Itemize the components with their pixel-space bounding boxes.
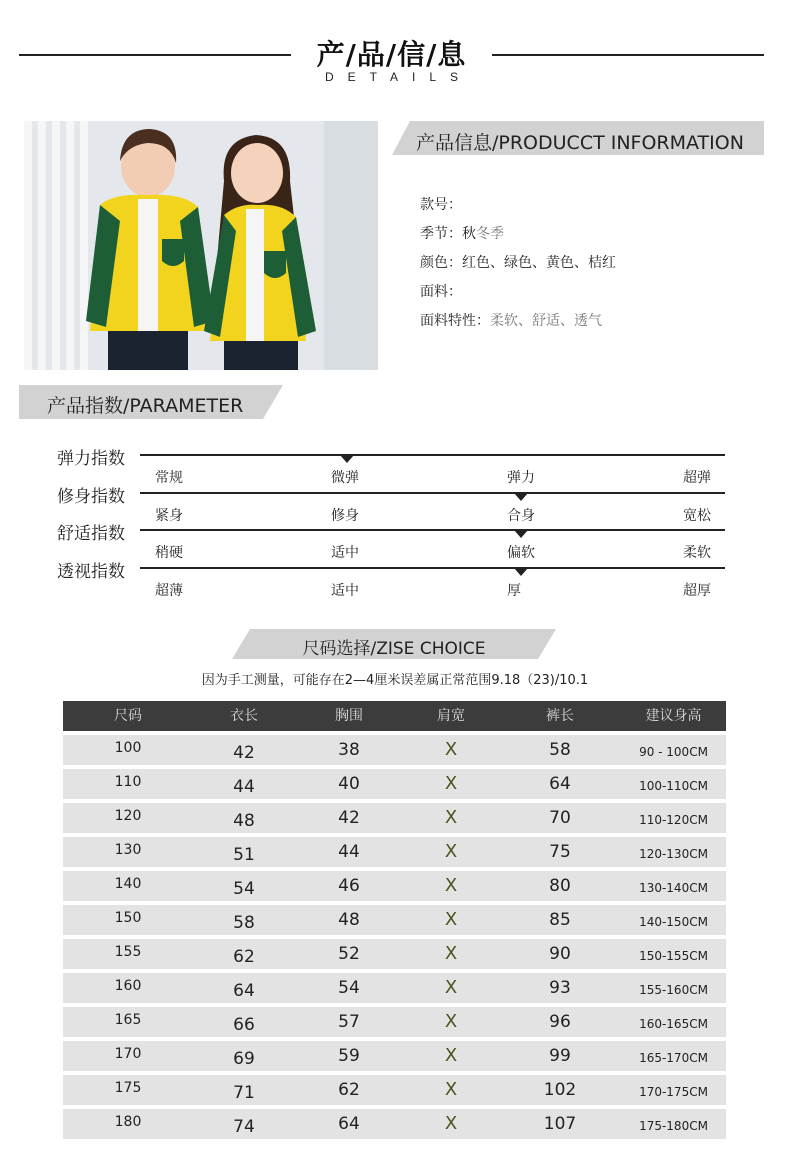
cell-shoulder: X [444, 739, 458, 760]
parameter-option: 弹力 [507, 470, 535, 486]
header-chest: 胸围 [335, 708, 363, 724]
cell-length: 64 [233, 981, 255, 1001]
info-list [420, 194, 616, 339]
parameter-option: 超弹 [683, 470, 711, 486]
page-title: 产/品/信/息 [316, 38, 467, 71]
size-banner-title: 尺码选择/ZISE CHOICE [302, 639, 486, 659]
cell-length: 58 [233, 913, 255, 933]
parameter-label: 弹力指数 [57, 449, 125, 469]
parameter-label: 修身指数 [57, 487, 125, 507]
cell-length: 71 [233, 1083, 255, 1103]
cell-chest: 64 [338, 1114, 360, 1134]
cell-height: 160-165CM [639, 1017, 708, 1031]
header-length: 衣长 [230, 708, 258, 724]
cell-shoulder: X [444, 1045, 458, 1066]
info-item-fabric-feature: 面料特性：柔软、舒适、透气 [420, 313, 602, 329]
table-row [63, 1007, 726, 1037]
size-table [63, 701, 726, 1139]
cell-size: 160 [114, 978, 142, 994]
page-subtitle: DETAILS [324, 70, 473, 84]
cell-shoulder: X [444, 1079, 458, 1100]
cell-chest: 54 [338, 978, 360, 998]
parameter-indicator [514, 568, 528, 576]
cell-pants-length: 75 [549, 842, 571, 862]
parameter-option: 微弹 [331, 470, 359, 486]
cell-pants-length: 107 [543, 1114, 577, 1134]
parameter-option: 常规 [155, 470, 183, 486]
parameter-option: 合身 [507, 508, 535, 524]
parameter-banner [19, 385, 283, 419]
parameter-scale-line [140, 567, 725, 569]
parameter-option: 超薄 [155, 583, 183, 599]
cell-chest: 42 [338, 808, 360, 828]
cell-pants-length: 64 [549, 774, 571, 794]
parameter-indicator [514, 530, 528, 538]
parameter-scale-line [140, 529, 725, 531]
parameter-option: 超厚 [683, 583, 711, 599]
table-row [63, 1109, 726, 1139]
cell-size: 180 [114, 1114, 142, 1130]
cell-height: 100-110CM [639, 779, 708, 793]
cell-length: 62 [233, 947, 255, 967]
cell-size: 100 [114, 740, 142, 756]
cell-length: 44 [233, 777, 255, 797]
cell-shoulder: X [444, 773, 458, 794]
table-row [63, 973, 726, 1003]
table-row [63, 871, 726, 901]
header-shoulder: 肩宽 [437, 708, 465, 724]
cell-shoulder: X [444, 1011, 458, 1032]
cell-size: 175 [114, 1080, 142, 1096]
cell-size: 150 [114, 910, 142, 926]
info-item-season: 季节：秋冬季 [420, 226, 504, 242]
cell-length: 54 [233, 879, 255, 899]
parameter-option: 适中 [331, 545, 359, 561]
cell-length: 69 [233, 1049, 255, 1069]
cell-height: 120-130CM [639, 847, 708, 861]
cell-size: 120 [114, 808, 142, 824]
info-banner-title: 产品信息/PRODUCCT INFORMATION [416, 132, 744, 154]
header-rule-right [492, 54, 764, 56]
cell-length: 66 [233, 1015, 255, 1035]
cell-size: 155 [114, 944, 142, 960]
cell-chest: 62 [338, 1080, 360, 1100]
cell-pants-length: 96 [549, 1012, 571, 1032]
cell-chest: 46 [338, 876, 360, 896]
cell-chest: 44 [338, 842, 360, 862]
table-row [63, 837, 726, 867]
table-row [63, 939, 726, 969]
cell-height: 140-150CM [639, 915, 708, 929]
parameter-option: 柔软 [683, 545, 711, 561]
parameter-banner-title: 产品指数/PARAMETER [47, 395, 244, 417]
cell-length: 48 [233, 811, 255, 831]
parameter-label: 透视指数 [57, 562, 125, 582]
cell-size: 110 [114, 774, 142, 790]
cell-size: 130 [114, 842, 142, 858]
header-rule-left [19, 54, 291, 56]
size-table-body [63, 735, 726, 1139]
cell-chest: 40 [338, 774, 360, 794]
cell-size: 165 [114, 1012, 142, 1028]
header-size: 尺码 [114, 708, 142, 724]
cell-length: 74 [233, 1117, 255, 1137]
cell-size: 170 [114, 1046, 142, 1062]
table-row [63, 735, 726, 765]
parameter-option: 宽松 [683, 508, 711, 524]
parameter-indicator [340, 455, 354, 463]
cell-shoulder: X [444, 841, 458, 862]
cell-chest: 52 [338, 944, 360, 964]
cell-height: 130-140CM [639, 881, 708, 895]
cell-chest: 57 [338, 1012, 360, 1032]
cell-height: 155-160CM [639, 983, 708, 997]
cell-pants-length: 93 [549, 978, 571, 998]
parameter-option: 偏软 [507, 545, 535, 561]
parameter-option: 修身 [331, 508, 359, 524]
parameter-scale-line [140, 454, 725, 456]
cell-height: 165-170CM [639, 1051, 708, 1065]
cell-pants-length: 58 [549, 740, 571, 760]
cell-shoulder: X [444, 977, 458, 998]
table-row [63, 1041, 726, 1071]
cell-chest: 59 [338, 1046, 360, 1066]
table-row [63, 769, 726, 799]
cell-chest: 48 [338, 910, 360, 930]
cell-size: 140 [114, 876, 142, 892]
parameter-label: 舒适指数 [57, 524, 125, 544]
info-item-style: 款号： [420, 197, 462, 213]
cell-length: 42 [233, 743, 255, 763]
cell-shoulder: X [444, 875, 458, 896]
size-banner [232, 629, 556, 659]
cell-shoulder: X [444, 943, 458, 964]
cell-height: 170-175CM [639, 1085, 708, 1099]
info-banner [392, 121, 764, 155]
cell-chest: 38 [338, 740, 360, 760]
header-height: 建议身高 [645, 708, 702, 724]
size-note: 因为手工测量，可能存在2—4厘米误差属正常范围9.18（23)/10.1 [201, 673, 589, 688]
header-pants-length: 裤长 [546, 708, 574, 724]
info-item-fabric: 面料： [420, 284, 462, 300]
cell-height: 110-120CM [639, 813, 708, 827]
table-row [63, 803, 726, 833]
cell-pants-length: 80 [549, 876, 571, 896]
cell-pants-length: 85 [549, 910, 571, 930]
table-row [63, 905, 726, 935]
cell-shoulder: X [444, 807, 458, 828]
parameter-option: 适中 [331, 583, 359, 599]
cell-pants-length: 90 [549, 944, 571, 964]
product-photo [24, 121, 378, 370]
parameter-scale-line [140, 492, 725, 494]
cell-pants-length: 70 [549, 808, 571, 828]
cell-height: 175-180CM [639, 1119, 708, 1133]
parameter-indicator [514, 493, 528, 501]
info-item-color: 颜色：红色、绿色、黄色、桔红 [420, 255, 616, 271]
cell-height: 150-155CM [639, 949, 708, 963]
cell-pants-length: 102 [543, 1080, 577, 1100]
cell-pants-length: 99 [549, 1046, 571, 1066]
parameter-option: 紧身 [155, 508, 183, 524]
table-row [63, 1075, 726, 1105]
cell-length: 51 [233, 845, 255, 865]
size-table-header [63, 701, 726, 731]
parameter-option: 厚 [507, 583, 521, 599]
cell-shoulder: X [444, 909, 458, 930]
parameter-option: 稍硬 [155, 545, 183, 561]
cell-height: 90 - 100CM [639, 745, 708, 759]
cell-shoulder: X [444, 1113, 458, 1134]
